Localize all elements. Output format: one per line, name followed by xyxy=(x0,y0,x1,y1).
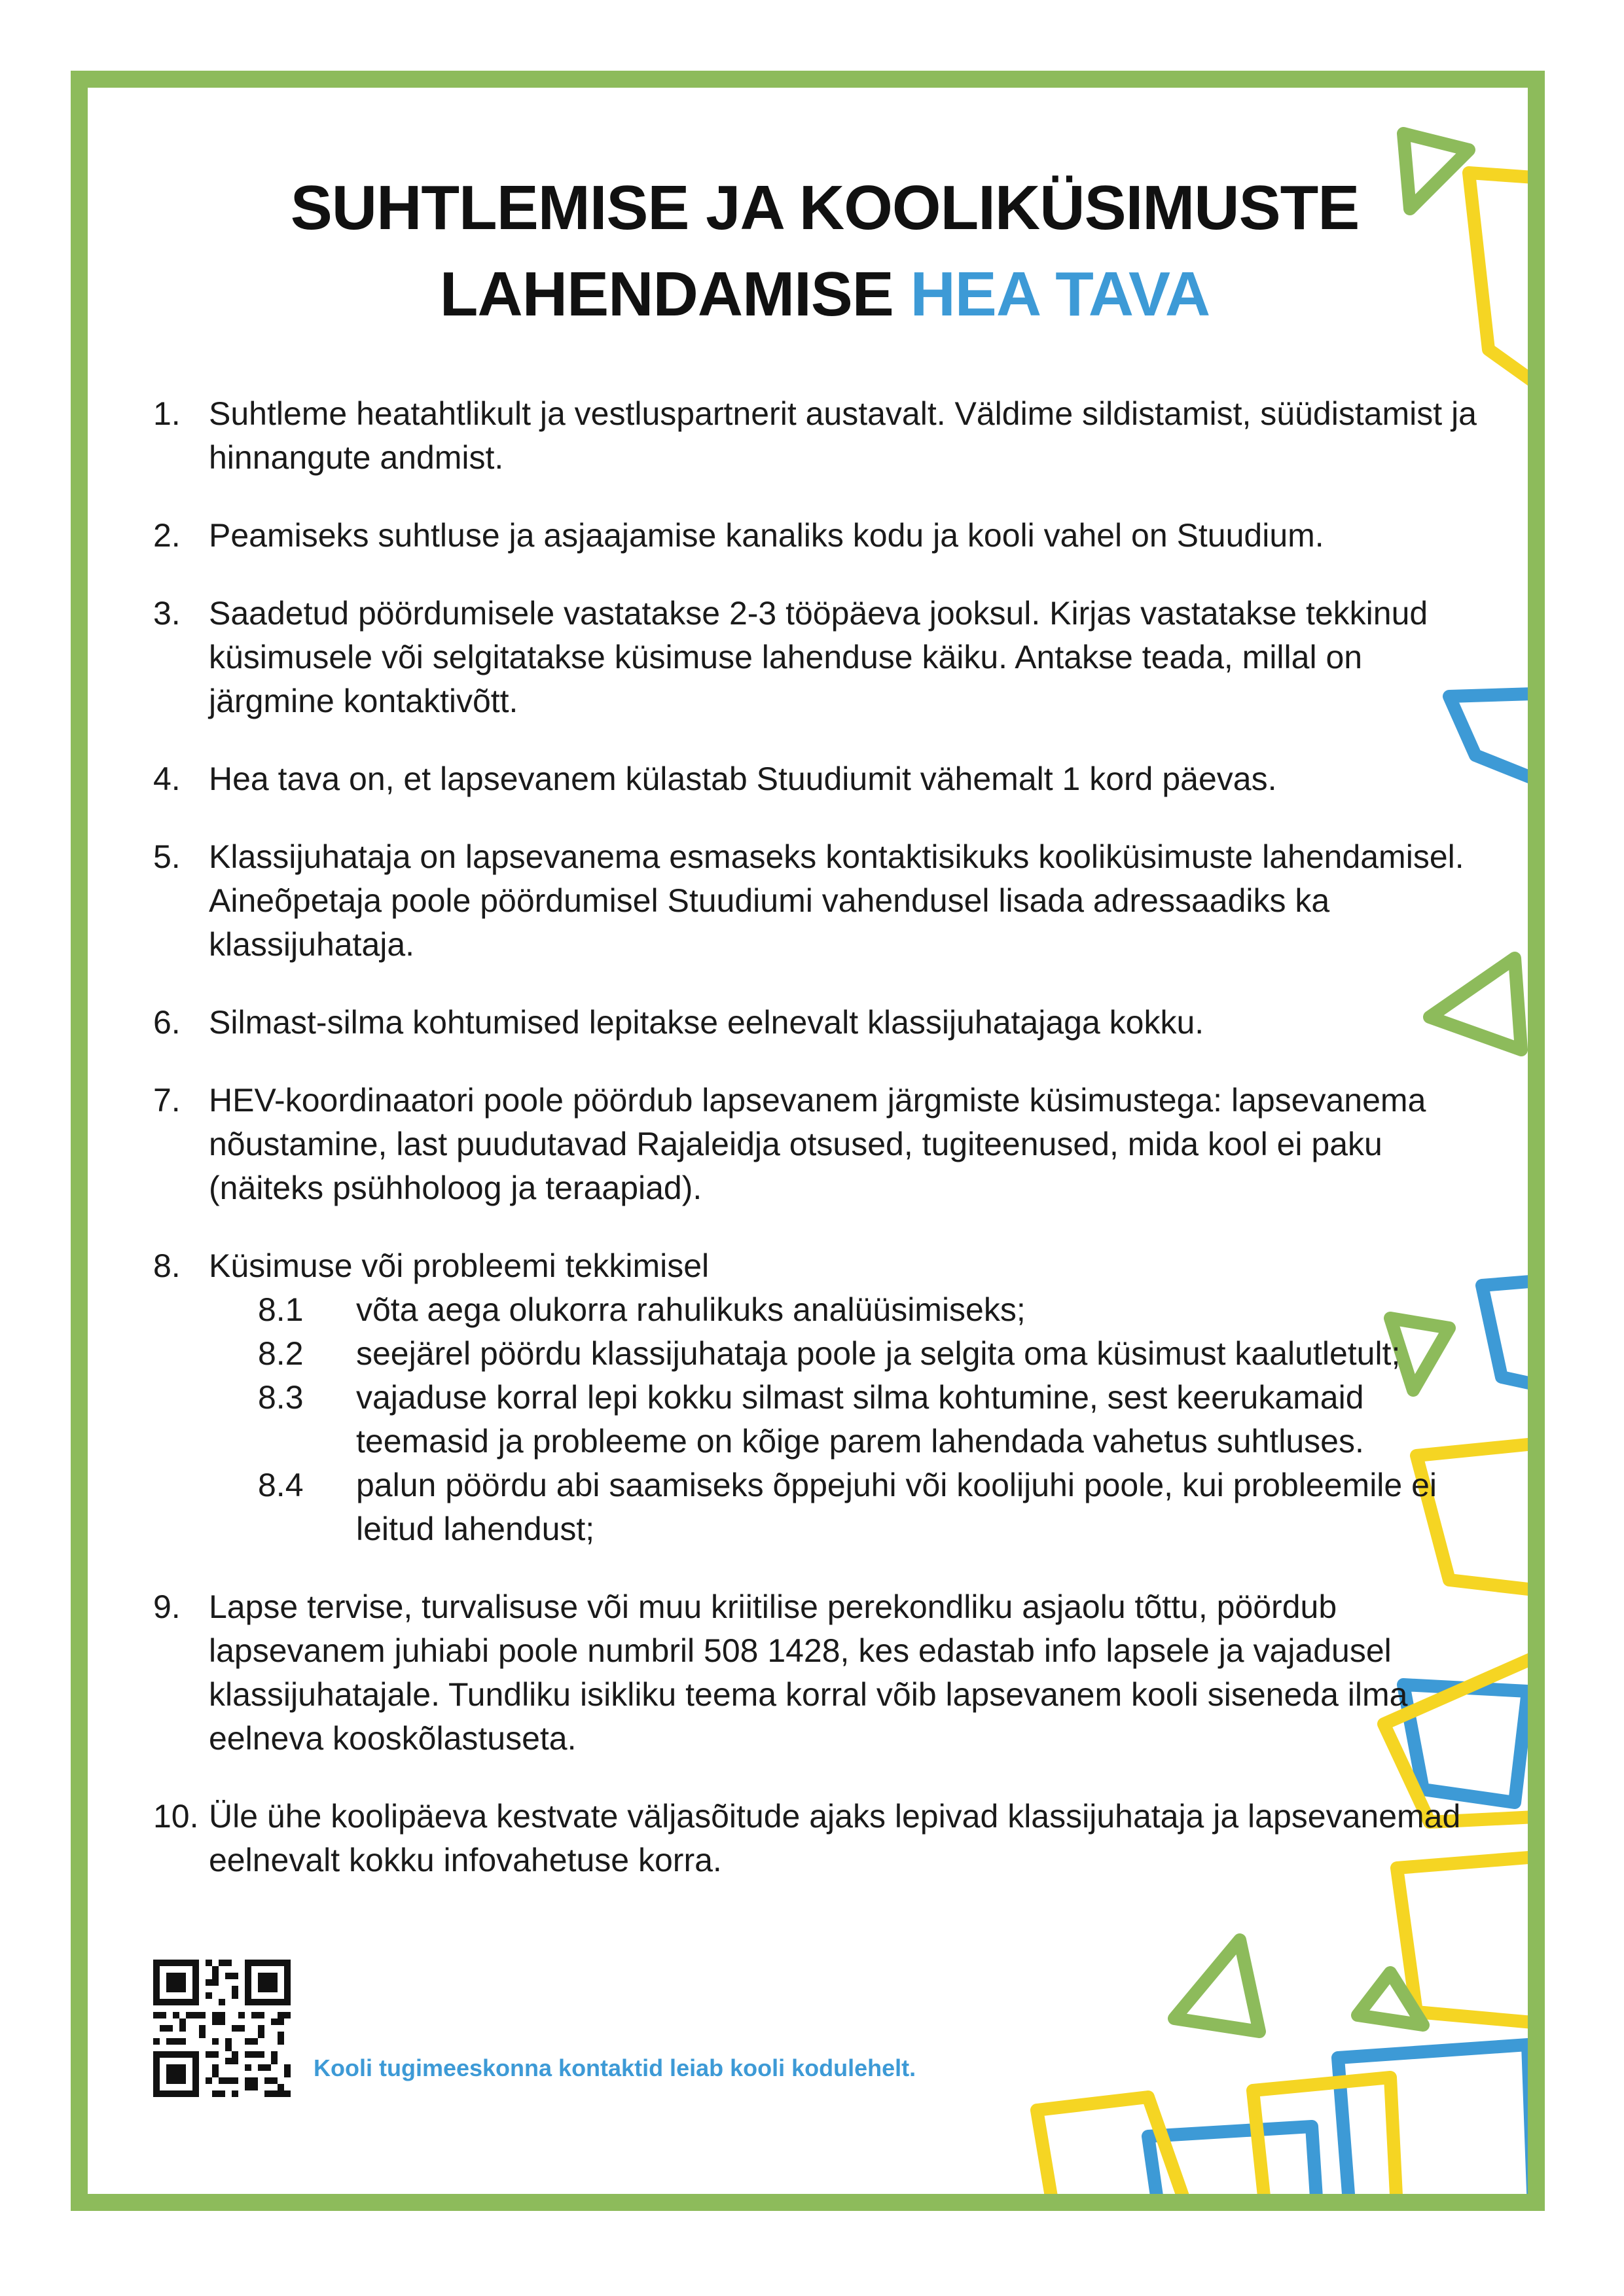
list-item xyxy=(153,392,1482,480)
blue-rounded-shape xyxy=(1148,2126,1318,2211)
item-number: 9. xyxy=(153,1588,181,1625)
item-text: Üle ühe koolipäeva kestvate väljasõitude ajaks lepivad klassijuhataja ja lapsevanemad eelnevalt kokku infovahetuse korra. xyxy=(209,1798,1461,1878)
footer-contact-note: Kooli tugimeeskonna kontaktid leiab kooli kodulehelt. xyxy=(314,2054,916,2081)
green-triangle-shape xyxy=(1174,1940,1259,2032)
item-text: Silmast-silma kohtumised lepitakse eelnevalt klassijuhatajaga kokku. xyxy=(209,1004,1204,1041)
sub-item-text: vajaduse korral lepi kokku silmast silma kohtumine, sest keerukamaid teemasid ja probleeme on kõige parem lahendada vahetus suhtluses. xyxy=(356,1379,1364,1460)
sub-item-text: võta aega olukorra rahulikuks analüüsimiseks; xyxy=(356,1291,1026,1328)
list-item xyxy=(153,1585,1482,1761)
list-item xyxy=(153,1079,1482,1210)
item-text: Suhtleme heatahtlikult ja vestluspartnerit austavalt. Väldime sildistamist, süüdistamist ja hinnangute andmist. xyxy=(209,395,1477,476)
item-text: Saadetud pöördumisele vastatakse 2-3 tööpäeva jooksul. Kirjas vastatakse tekkinud küsimusele või selgitatakse küsimuse lahenduse käiku. Antakse teada, millal on järgmine kontaktivõtt. xyxy=(209,595,1428,719)
list-item xyxy=(153,757,1482,801)
item-number: 6. xyxy=(153,1004,181,1041)
page-title xyxy=(88,165,1545,338)
item-text: Küsimuse või probleemi tekkimisel xyxy=(209,1247,710,1284)
sub-item-text: seejärel pöördu klassijuhataja poole ja selgita oma küsimust kaalutletult; xyxy=(356,1335,1401,1372)
item-number: 8. xyxy=(153,1247,181,1284)
title-accent: HEA TAVA xyxy=(910,259,1210,329)
item-text: Lapse tervise, turvalisuse või muu kriitilise perekondliku asjaolu tõttu, pöördub lapsevanem juhiabi poole numbril 508 1428, kes edastab info lapsele ja vajadusel klassijuhatajale. Tundliku isikliku teema korral võib lapsevanem kooli siseneda ilma eelneva kooskõlastuseta. xyxy=(209,1588,1408,1757)
sub-list xyxy=(209,1288,1482,1551)
sub-list-item xyxy=(258,1376,1482,1463)
green-triangle-shape xyxy=(1358,1973,1423,2025)
item-number: 5. xyxy=(153,838,181,875)
sub-item-number: 8.1 xyxy=(258,1291,304,1328)
item-text: Klassijuhataja on lapsevanema esmaseks kontaktisikuks kooliküsimuste lahendamisel. Aineõpetaja poole pöördumisel Stuudiumi vahendusel lisada adressaadiks ka klassijuhataja. xyxy=(209,838,1464,963)
list-item xyxy=(153,592,1482,723)
list-item xyxy=(153,514,1482,558)
list-item xyxy=(153,1795,1482,1882)
item-number: 3. xyxy=(153,595,181,632)
sub-item-number: 8.3 xyxy=(258,1379,304,1416)
page-frame xyxy=(71,71,1545,2211)
sub-item-text: palun pöördu abi saamiseks õppejuhi või koolijuhi poole, kui probleemile ei leitud lahendust; xyxy=(356,1467,1437,1547)
item-number: 10. xyxy=(153,1798,199,1835)
rules-list xyxy=(153,392,1482,1916)
qr-code-icon[interactable] xyxy=(153,1960,291,2097)
list-item xyxy=(153,1001,1482,1045)
item-number: 1. xyxy=(153,395,181,432)
item-number: 7. xyxy=(153,1082,181,1119)
sub-list-item xyxy=(258,1332,1482,1376)
item-text: Hea tava on, et lapsevanem külastab Stuudiumit vähemalt 1 kord päevas. xyxy=(209,761,1277,797)
yellow-rounded-shape xyxy=(1037,2097,1194,2211)
sub-item-number: 8.4 xyxy=(258,1467,304,1503)
item-number: 2. xyxy=(153,517,181,554)
item-text: HEV-koordinaatori poole pöördub lapsevanem järgmiste küsimustega: lapsevanema nõustamine, last puudutavad Rajaleidja otsused, tugiteenused, mida kool ei paku (näiteks psühholoog ja teraapiad). xyxy=(209,1082,1426,1206)
item-number: 4. xyxy=(153,761,181,797)
yellow-rounded-shape xyxy=(1253,2077,1397,2211)
list-item xyxy=(153,1244,1482,1551)
sub-list-item xyxy=(258,1463,1482,1551)
item-text: Peamiseks suhtluse ja asjaajamise kanaliks kodu ja kooli vahel on Stuudium. xyxy=(209,517,1324,554)
title-line-1: SUHTLEMISE JA KOOLIKÜSIMUSTE xyxy=(290,173,1360,243)
title-line-2: LAHENDAMISE xyxy=(439,259,893,329)
sub-list-item xyxy=(258,1288,1482,1332)
blue-rounded-shape xyxy=(1338,2045,1534,2211)
list-item xyxy=(153,835,1482,967)
blue-rounded-shape xyxy=(1482,1279,1545,1390)
sub-item-number: 8.2 xyxy=(258,1335,304,1372)
